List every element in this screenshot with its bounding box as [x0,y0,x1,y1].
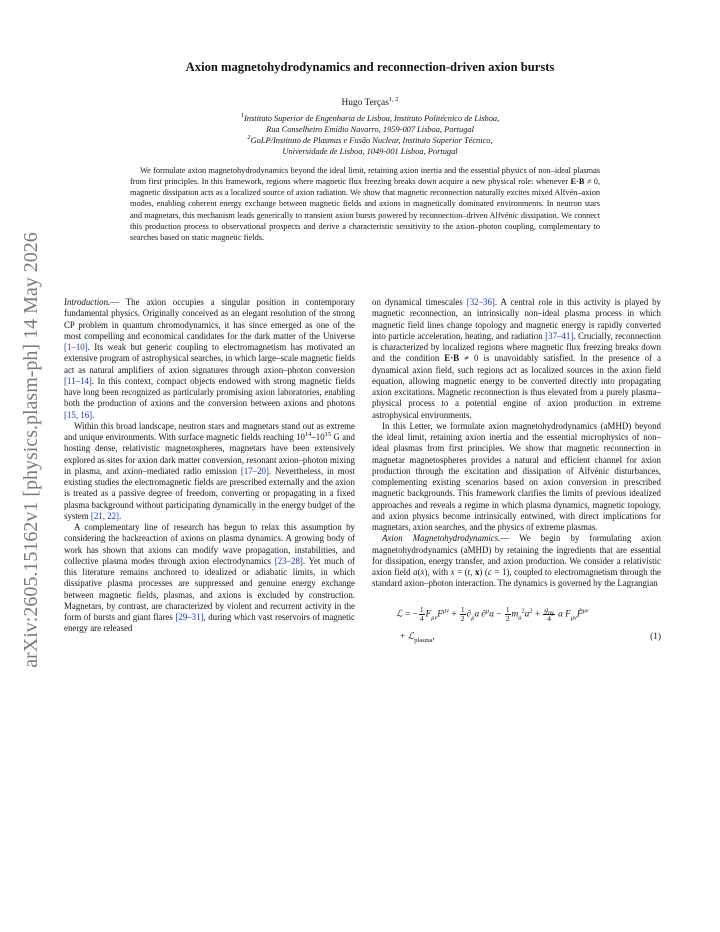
citation-link[interactable]: [29–31] [175,612,204,622]
paper-header [70,60,670,157]
affiliation-2: $^2$GoLP/Instituto de Plasmas e Fusão Nuclear, Instituto Superior Técnico, [247,134,493,145]
column-right [372,297,661,656]
citation-link[interactable]: [23–28] [274,555,303,566]
column-left [64,297,355,635]
affiliations [70,113,670,157]
citation-link[interactable]: [32–36] [466,297,495,307]
paper-title: Axion magnetohydrodynamics and reconnection-driven axion bursts [185,60,555,74]
author-marks: 1, 2 [388,95,399,103]
affiliation-1: $^1$Instituto Superior de Engenharia de Lisboa, Instituto Politécnico de Lisboa, [240,112,500,123]
abstract: We formulate axion magnetohydrodynamics beyond the ideal limit, retaining axion inertia and the essential physics of non–ideal plasmas from first principles. In this framework, regions where magnetic flux freezing breaks down acquire a new physical role: whenever E·B ≠ 0, magnetic dissipation acts as a localized source of axion radiation. We show that magnetic reconnection naturally excites mixed Alfvén–axion modes, enabling coherent energy exchange between magnetic fields and axions in magnetically dominated environments. In neutron stars and magnetars, this mechanism leads generically to transient axion bursts powered by reconnection–driven Alfvénic dissipation. We connect this production process to observational prospects and derive a characteristic sensitivity to the axion–photon coupling, complementary to searches based on static magnetic fields. [130,166,600,242]
author-line [70,95,670,108]
paragraph-magnetars: Within this broad landscape, neutron stars and magnetars stand out as extreme and unique environments. With surface magnetic fields reaching $10^{14}-10^{15}$ G and hosting dense, relativistic magnetospheres, magnetars have been extensively explored as sites for axion dark matter conversion, resonant axion–photon mixing in plasma, and axion–mediated radio emission [17–20]. Nevertheless, in most existing studies the electromagnetic fields are prescribed externally and the axion is treated as a passive degree of freedom, converting or propagating in a fixed plasma background without participating dynamically in the energy budget of the system [21, 22]. [64,420,355,521]
paragraph-reconnection: on dynamical timescales [32–36]. A central role in this activity is played by magnetic reconnection, an intrinsically non–ideal plasma process in which magnetic field lines change topology and magnetic energy is rapidly converted into particle acceleration, heating, and radiation [37–41]. Crucially, reconnection is characterized by localized regions where magnetic flux freezing breaks down and the condition E·B ≠ 0 is unavoidably satisfied. In the presence of a dynamical axion field, such regions act as localized sources in the axion field equation, allowing magnetic energy to be converted directly into propagating axion excitations. Magnetic reconnection is thus elevated from a purely plasma–physical process to a potential engine of axion production in extreme astrophysical environments. [372,297,661,420]
equation-lagrangian [372,600,661,656]
paragraph-backreaction: A complementary line of research has begun to relax this assumption by considering the backreaction of axions on plasma dynamics. A growing body of work has shown that axions can modify wave propagation, instabilities, and collective plasma modes through axion electrodynamics [23–28]. Yet much of this literature remains anchored to idealized or adiabatic limits, in which dissipative plasma processes are suppressed and genuine energy exchange between magnetic fields, plasmas, and axions is excluded by construction. Magnetars, by contrast, are characterized by violent and recurrent activity in the form of bursts and giant flares [29–31], during which vast reservoirs of magnetic energy are released [64,522,355,634]
citation-link[interactable]: [1–10] [64,342,88,352]
section-heading-introduction: Introduction. [64,297,111,307]
affiliation-2-address: Universidade de Lisboa, 1049-001 Lisboa, Portugal [282,147,458,156]
citation-link[interactable]: [37–41] [545,330,574,341]
paragraph-amhd: Axion Magnetohydrodynamics.— We begin by formulating axion magnetohydrodynamics (aMHD) by retaining the ingredients that are essential for dissipation, energy transfer, and axion production. We consider a relativistic axion field a(x), with x = (t, x) (c = 1), coupled to electromagnetism through the standard axion–photon interaction. The dynamics is governed by the Lagrangian [372,533,661,589]
arxiv-stamp [14,230,48,670]
section-heading-amhd: Axion Magnetohydrodynamics. [382,533,501,544]
affiliation-1-address: Rua Conselheiro Emídio Navarro, 1959-007 Lisboa, Portugal [266,125,474,134]
citation-link[interactable]: [17–20] [240,465,269,476]
citation-link[interactable]: [21, 22] [90,510,119,521]
citation-link[interactable]: [15, 16] [64,409,93,420]
equation-lagrangian-line1: ℒ = − $\frac{1}{4}$ $F_{\mu\nu}F^{\mu\nu}$ + $\frac{1}{2}$ $\partial_\mu a$ ∂$^\mu$a − $\frac{1}{2}$ $m_a^2a^2$ + $\frac{g_{a\gamma}}{4}$ a $F_{\mu\nu}F̃^{\mu\nu}$ [396,604,589,623]
equation-lagrangian-line2: + ℒ$_{plasma}$, [400,631,435,644]
paragraph-introduction: Introduction.— The axion occupies a singular position in contemporary fundamental physics. Originally conceived as an elegant resolution of the strong CP problem in quantum chromodynamics, it has since emerged as one of the most compelling and economical candidates for the dark matter of the Universe [1–10]. Its weak but generic coupling to electromagnetism has motivated an extensive program of astrophysical searches, in which large–scale magnetic fields act as natural amplifiers of axion signatures through axion–photon conversion [11–14]. In this context, compact objects endowed with strong magnetic fields have long been recognized as particularly promising axion laboratories, enabling both the production of axions and the conversion between axions and photons [15, 16]. [64,297,355,420]
author-name: Hugo Terças [341,98,389,108]
citation-link[interactable]: [11–14] [64,375,92,386]
paragraph-letter-summary: In this Letter, we formulate axion magnetohydrodynamics (aMHD) beyond the ideal limit, retaining axion inertia and the essential microphysics of non–ideal plasmas from first principles. We show that magnetic reconnection in magnetar magnetospheres provides a natural and efficient channel for axion production through the excitation and dissipation of Alfvénic disturbances, complementing existing scenarios based on axion conversion in prescribed magnetic backgrounds. This framework clarifies the limits of previous idealized approaches and reveals a regime in which plasma dynamics, magnetic topology, and axion physics become intrinsically entwined, with direct implications for magnetars, axion searches, and the physics of extreme plasmas. [372,420,661,532]
equation-number: (1) [650,631,661,642]
arxiv-identifier: arXiv:2605.15162v1 [physics.plasm-ph] 14 May 2026 [20,232,42,668]
